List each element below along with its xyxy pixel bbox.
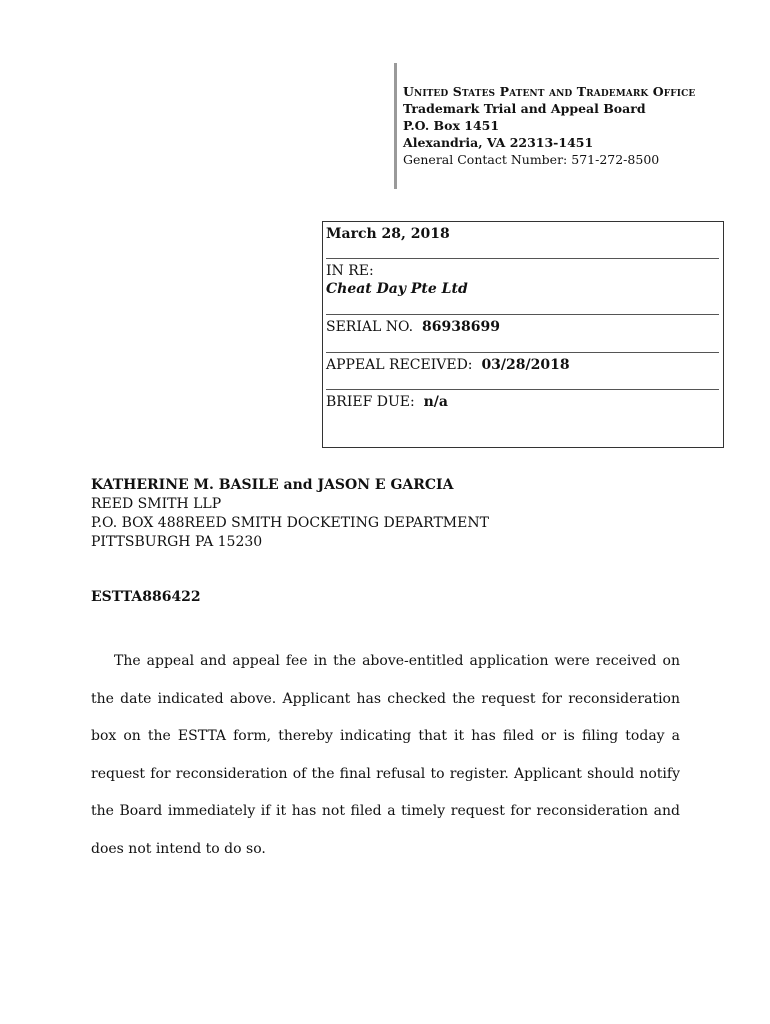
separator [326, 389, 719, 390]
separator [326, 352, 719, 353]
addressee-names: KATHERINE M. BASILE and JASON E GARCIA [91, 477, 454, 493]
addressee-po-box: P.O. BOX 488REED SMITH DOCKETING DEPARTMENT [91, 515, 489, 531]
appeal-label: APPEAL RECEIVED: [326, 357, 473, 373]
office-name: United States Patent and Trademark Office [403, 84, 696, 99]
applicant-name: Cheat Day Pte Ltd [326, 281, 468, 297]
contact-number: General Contact Number: 571-272-8500 [403, 152, 660, 167]
addressee-city: PITTSBURGH PA 15230 [91, 534, 263, 550]
separator [326, 258, 719, 259]
brief-value: n/a [423, 394, 448, 410]
brief-label: BRIEF DUE: [326, 394, 415, 410]
serial-value: 86938699 [422, 319, 500, 335]
brief-row [326, 393, 448, 412]
serial-label: SERIAL NO. [326, 319, 414, 335]
appeal-value: 03/28/2018 [481, 357, 570, 373]
notice-date: March 28, 2018 [326, 226, 450, 242]
addressee-block [91, 476, 489, 552]
in-re-label: IN RE: [326, 263, 374, 279]
separator [326, 314, 719, 315]
case-info-box [322, 221, 724, 448]
serial-row [326, 318, 500, 337]
header-divider [394, 63, 397, 189]
appeal-row [326, 356, 570, 375]
po-box: P.O. Box 1451 [403, 118, 500, 133]
office-address-block [403, 83, 695, 168]
board-name: Trademark Trial and Appeal Board [403, 101, 646, 116]
city-state-zip: Alexandria, VA 22313-1451 [403, 135, 594, 150]
estta-number: ESTTA886422 [91, 589, 201, 605]
body-paragraph: The appeal and appeal fee in the above-entitled application were received on the date indicated above. Applicant has checked the request for reconsideration box on the ESTTA form, thereby indicating that it has filed or is filing today a request for reconsideration of the final refusal to register. Applicant should notify the Board immediately if it has not filed a timely request for reconsideration and does not intend to do so. [91, 653, 680, 857]
addressee-firm: REED SMITH LLP [91, 496, 222, 512]
